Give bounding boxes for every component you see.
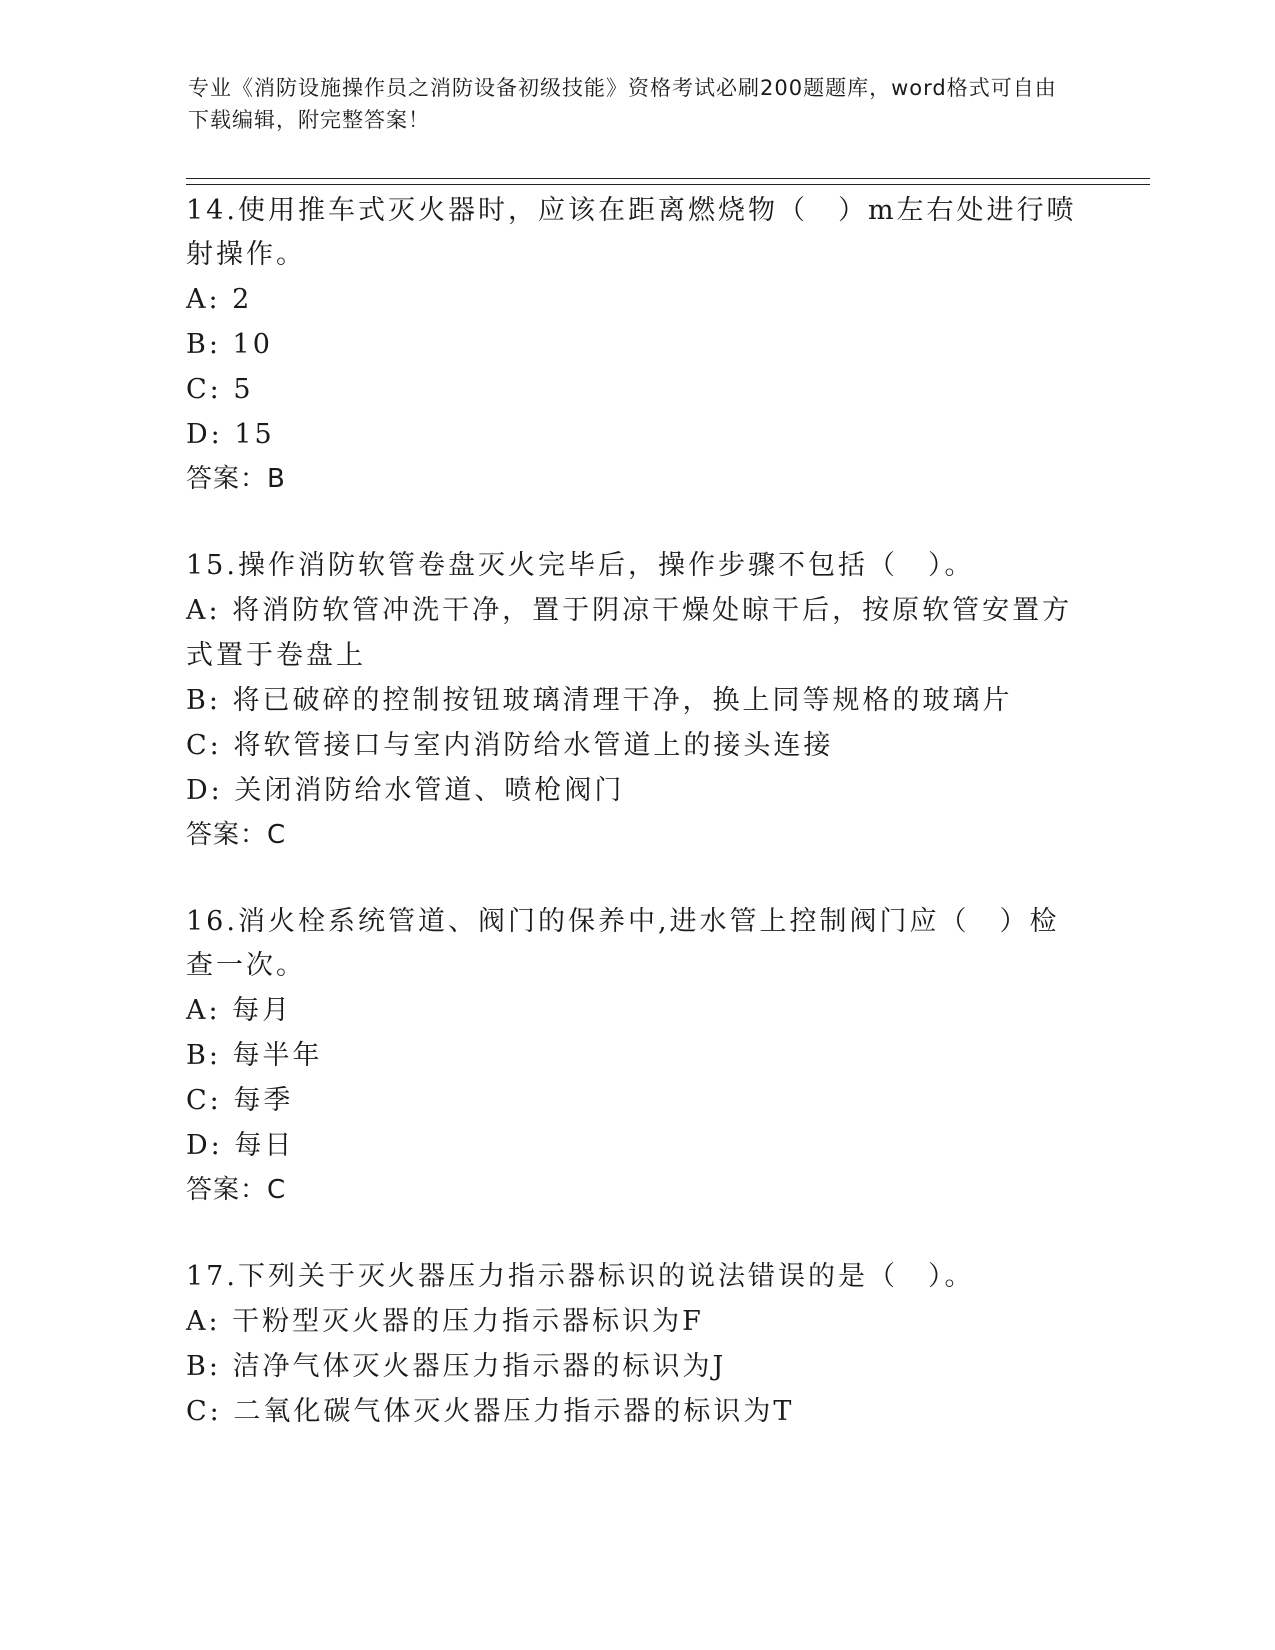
option-b: B: 将已破碎的控制按钮玻璃清理干净，换上同等规格的玻璃片 [186,685,1013,716]
answer-line: 答案：B [186,464,286,494]
question-17 [186,1255,1086,1434]
option-c: C: 5 [186,374,254,405]
question-15 [186,544,1086,857]
question-stem: 16.消火栓系统管道、阀门的保养中,进水管上控制阀门应（ ）检查一次。 [186,906,1060,981]
option-d: D: 15 [186,419,275,450]
option-d: D: 每日 [186,1130,295,1161]
header-divider-bottom [186,184,1150,185]
answer-line: 答案：C [186,1175,287,1205]
answer-line: 答案：C [186,820,287,850]
question-14 [186,189,1086,501]
option-b: B: 洁净气体灭火器压力指示器的标识为J [186,1351,727,1382]
question-stem: 15.操作消防软管卷盘灭火完毕后，操作步骤不包括（ ）。 [186,550,975,581]
option-a: A: 每月 [186,995,293,1026]
option-c: C: 二氧化碳气体灭火器压力指示器的标识为T [186,1396,795,1427]
question-stem: 17.下列关于灭火器压力指示器标识的说法错误的是（ ）。 [186,1261,975,1292]
option-a: A: 2 [186,284,253,315]
question-16 [186,900,1086,1212]
option-d: D: 关闭消防给水管道、喷枪阀门 [186,775,625,806]
option-b: B: 10 [186,329,273,360]
question-stem: 14.使用推车式灭火器时，应该在距离燃烧物（ ）m左右处进行喷射操作。 [186,195,1077,270]
option-c: C: 每季 [186,1085,294,1116]
option-a: A: 干粉型灭火器的压力指示器标识为F [186,1306,704,1337]
document-header: 专业《消防设施操作员之消防设备初级技能》资格考试必刷200题题库，word格式可自由下载编辑，附完整答案！ [188,76,1057,132]
question-list [186,189,1086,1477]
option-b: B: 每半年 [186,1040,323,1071]
option-a: A: 将消防软管冲洗干净，置于阴凉干燥处晾干后，按原软管安置方式置于卷盘上 [186,595,1073,671]
option-c: C: 将软管接口与室内消防给水管道上的接头连接 [186,730,834,761]
header-divider-top [186,178,1150,179]
